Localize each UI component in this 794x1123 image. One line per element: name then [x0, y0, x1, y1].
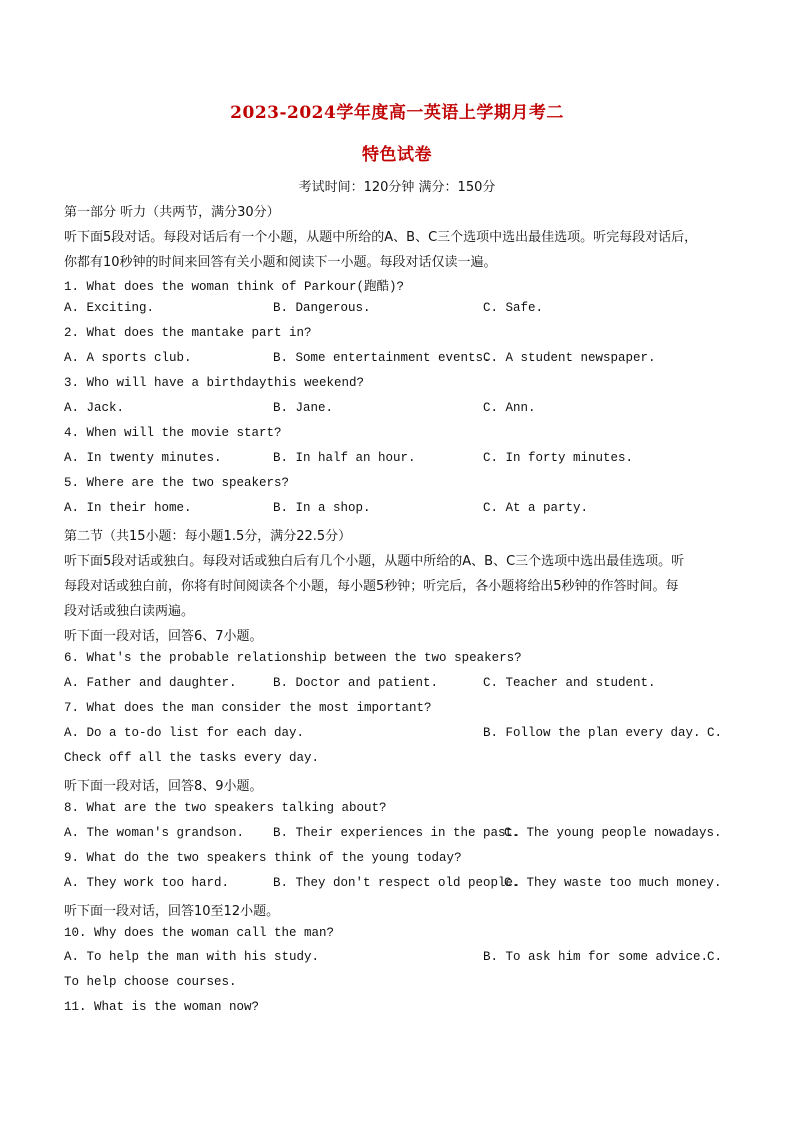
option-a: A. They work too hard. — [64, 876, 230, 890]
option-b: B. Their experiences in the past. — [273, 826, 521, 840]
option-a: A. Jack. — [64, 401, 125, 415]
exam-info: 考试时间：120分钟 满分：150分 — [298, 180, 496, 195]
question-5-options — [64, 501, 744, 519]
option-c: C. They waste too much money. — [504, 876, 722, 890]
question-3: 3. Who will have a birthdaythis weekend? — [64, 376, 365, 390]
option-c: C. Teacher and student. — [483, 676, 656, 690]
section2-instructions-line-2: 每段对话或独白前，你将有时间阅读各个小题，每小题5秒钟；听完后，各小题将给出5秒钟的作答时间。每 — [64, 579, 679, 594]
section2-instructions-line-3: 段对话或独白读两遍。 — [64, 604, 195, 619]
part1-heading: 第一部分 听力（共两节，满分30分） — [64, 205, 280, 220]
question-4-options — [64, 451, 744, 469]
question-7: 7. What does the man consider the most important? — [64, 701, 432, 715]
option-c: C. At a party. — [483, 501, 589, 515]
question-4: 4. When will the movie start? — [64, 426, 282, 440]
question-8-options — [64, 826, 744, 844]
question-1-options — [64, 301, 744, 319]
question-8: 8. What are the two speakers talking about? — [64, 801, 387, 815]
exam-subtitle: 特色试卷 — [362, 145, 432, 165]
question-6: 6. What's the probable relationship between the two speakers? — [64, 651, 522, 665]
option-b: B. In a shop. — [273, 501, 371, 515]
section2-instructions-line-1: 听下面5段对话或独白。每段对话或独白后有几个小题，从题中所给的A、B、C三个选项中选出最佳选项。听 — [64, 554, 685, 569]
dialog-10-12-instruction: 听下面一段对话，回答10至12小题。 — [64, 904, 280, 919]
option-b: B. Dangerous. — [273, 301, 371, 315]
option-c: C. Safe. — [483, 301, 544, 315]
question-2-options — [64, 351, 744, 369]
option-a: A. To help the man with his study. — [64, 950, 320, 964]
option-a: A. The woman's grandson. — [64, 826, 245, 840]
option-b: B. Follow the plan every day. — [483, 726, 701, 740]
option-b: B. In half an hour. — [273, 451, 416, 465]
exam-title: 2023-2024学年度高一英语上学期月考二 — [230, 103, 564, 123]
option-a: A. In twenty minutes. — [64, 451, 222, 465]
question-9: 9. What do the two speakers think of the young today? — [64, 851, 462, 865]
question-7-options — [64, 726, 744, 744]
question-3-options — [64, 401, 744, 419]
dialog-6-7-instruction: 听下面一段对话，回答6、7小题。 — [64, 629, 263, 644]
option-b: B. They don't respect old people. — [273, 876, 521, 890]
option-c: C. The young people nowadays. — [504, 826, 722, 840]
option-c: C. A student newspaper. — [483, 351, 656, 365]
section1-instructions-line-2: 你都有10秒钟的时间来回答有关小题和阅读下一小题。每段对话仅读一遍。 — [64, 255, 497, 270]
question-1: 1. What does the woman think of Parkour(跑酷)? — [64, 280, 405, 294]
option-c-label: C. — [707, 726, 723, 740]
question-6-options — [64, 676, 744, 694]
option-a: A. Do a to-do list for each day. — [64, 726, 305, 740]
question-10-options — [64, 950, 744, 968]
question-9-options — [64, 876, 744, 894]
option-b: B. Jane. — [273, 401, 334, 415]
section1-instructions-line-1: 听下面5段对话。每段对话后有一个小题，从题中所给的A、B、C三个选项中选出最佳选项。听完每段对话后， — [64, 230, 698, 245]
option-c: C. In forty minutes. — [483, 451, 634, 465]
option-b: B. To ask him for some advice. — [483, 950, 709, 964]
question-10: 10. Why does the woman call the man? — [64, 926, 335, 940]
question-2: 2. What does the mantake part in? — [64, 326, 312, 340]
question-5: 5. Where are the two speakers? — [64, 476, 290, 490]
option-a: A. A sports club. — [64, 351, 192, 365]
section2-heading: 第二节（共15小题：每小题1.5分，满分22.5分） — [64, 529, 352, 544]
option-b: B. Doctor and patient. — [273, 676, 439, 690]
option-b: B. Some entertainment events. — [273, 351, 491, 365]
option-a: A. Father and daughter. — [64, 676, 237, 690]
option-a: A. In their home. — [64, 501, 192, 515]
option-c-text: Check off all the tasks every day. — [64, 751, 320, 765]
option-a: A. Exciting. — [64, 301, 155, 315]
option-c-label: C. — [707, 950, 723, 964]
option-c: C. Ann. — [483, 401, 536, 415]
option-c-text: To help choose courses. — [64, 975, 237, 989]
question-11: 11. What is the woman now? — [64, 1000, 260, 1014]
dialog-8-9-instruction: 听下面一段对话，回答8、9小题。 — [64, 779, 263, 794]
